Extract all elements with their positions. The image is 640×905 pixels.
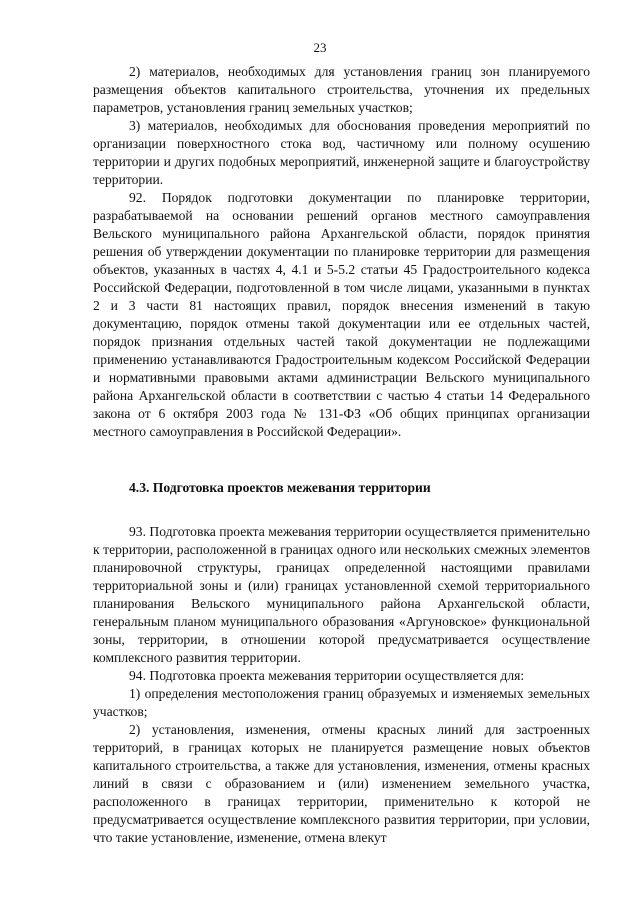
paragraph-item-2-materials: 2) материалов, необходимых для установления границ зон планируемого размещения объектов капитального строительства, уточнения их предельных параметров, установления границ земельных участков; [93,64,590,115]
paragraph-92: 92. Порядок подготовки документации по планировке территории, разрабатываемой на основании решений органов местного самоуправления Вельского муниципального района Архангельской области, порядок принятия решения об утверждении документации по планировке территории для размещения объектов, указанных в частях 4, 4.1 и 5-5.2 статьи 45 Градостроительного кодекса Российской Федерации, подготовленной в том числе лицами, указанными в пунктах 2 и 3 части 81 настоящих правил, порядок внесения изменений в такую документацию, порядок отмены такой документации или ее отдельных частей, порядок признания отдельных частей такой документации не подлежащими применению устанавливаются Градостроительным кодексом Российской Федерации и нормативными правовыми актами администрации Вельского муниципального района Архангельской области в соответствии с частью 4 статьи 14 Федерального закона от 6 октября 2003 года № 131-ФЗ «Об общих принципах организации местного самоуправления в Российской Федерации». [93,190,590,439]
paragraph-94-item-2: 2) установления, изменения, отмены красных линий для застроенных территорий, в границах которых не планируется размещение новых объектов капитального строительства, а также для установления, изменения, отмены красных линий в связи с образованием и (или) изменением земельного участка, расположенного в границах территории, применительно к которой не предусматривается осуществление комплексного развития территории, при условии, что такие установление, изменение, отмена влекут [93,722,590,845]
section-heading: 4.3. Подготовка проектов межевания территории [129,480,431,495]
paragraph-item-3-materials: 3) материалов, необходимых для обоснования проведения мероприятий по организации поверхностного стока вод, частичному или полному осушению территории и других подобных мероприятий, инженерной защите и благоустройству территории. [93,118,590,187]
document-body [93,63,590,847]
paragraph-93: 93. Подготовка проекта межевания территории осуществляется применительно к территории, расположенной в границах одного или нескольких смежных элементов планировочной структуры, границах определенной настоящими правилами территориальной зоны и (или) границах установленной схемой территориального планирования Вельского муниципального района Архангельской области, генеральным планом муниципального образования «Аргуновское» функциональной зоны, территории, в отношении которой предусматривается осуществление комплексного развития территории. [93,524,590,665]
paragraph-94: 94. Подготовка проекта межевания территории осуществляется для: [129,668,525,683]
paragraph-94-item-1: 1) определения местоположения границ образуемых и изменяемых земельных участков; [93,686,590,719]
page-number: 23 [313,40,327,55]
